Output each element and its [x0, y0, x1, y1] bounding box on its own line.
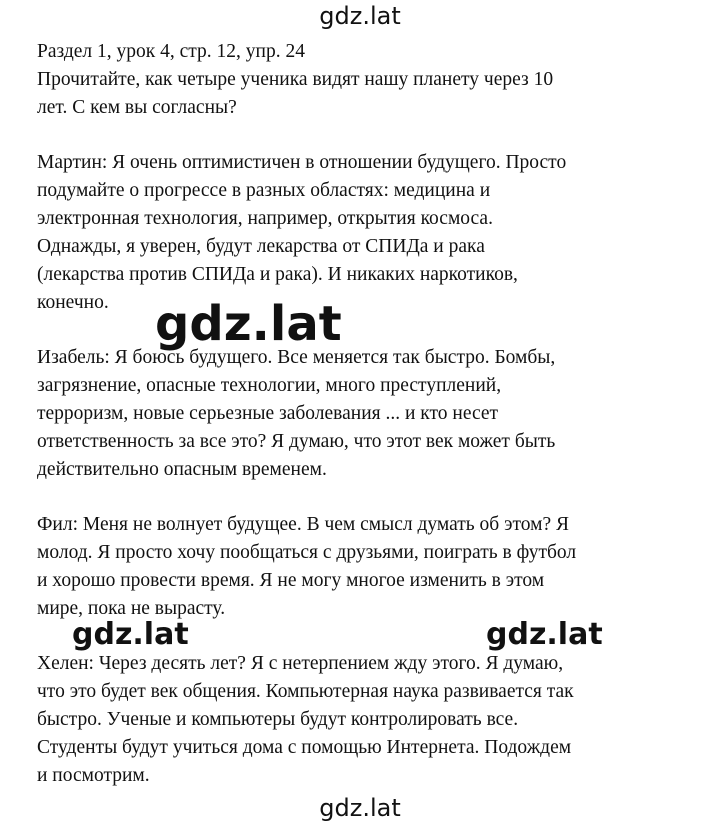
paragraph-phil [37, 511, 657, 623]
text-line: загрязнение, опасные технологии, много преступлений, [37, 375, 502, 396]
text-line: (лекарства против СПИДа и рака). И никаких наркотиков, [37, 264, 518, 285]
text-line: и посмотрим. [37, 765, 150, 786]
watermark-top: gdz.lat [319, 2, 401, 30]
text-line: электронная технология, например, открытия космоса. [37, 208, 493, 229]
paragraph-helen [37, 650, 657, 790]
exercise-reference: Раздел 1, урок 4, стр. 12, упр. 24 [37, 41, 305, 62]
text-line: быстро. Ученые и компьютеры будут контролировать все. [37, 709, 519, 730]
text-line: Мартин: Я очень оптимистичен в отношении будущего. Просто [37, 152, 567, 173]
text-line: конечно. [37, 292, 109, 313]
paragraph-isabel [37, 344, 657, 484]
text-line: что это будет век общения. Компьютерная наука развивается так [37, 681, 574, 702]
text-line: подумайте о прогрессе в разных областях: медицина и [37, 180, 491, 201]
text-line: Фил: Меня не волнует будущее. В чем смысл думать об этом? Я [37, 514, 569, 535]
text-line: ответственность за все это? Я думаю, что этот век может быть [37, 431, 556, 452]
text-line: мире, пока не вырасту. [37, 598, 226, 619]
watermark-mid-right: gdz.lat [486, 617, 603, 652]
watermark-large: gdz.lat [155, 296, 342, 352]
text-line: и хорошо провести время. Я не могу многое изменить в этом [37, 570, 545, 591]
text-line: молод. Я просто хочу пообщаться с друзьями, поиграть в футбол [37, 542, 577, 563]
text-line: Однажды, я уверен, будут лекарства от СПИДа и рака [37, 236, 485, 257]
watermark-mid-left: gdz.lat [72, 617, 189, 652]
exercise-text [37, 38, 657, 790]
text-line: Хелен: Через десять лет? Я с нетерпением жду этого. Я думаю, [37, 653, 564, 674]
text-line: Изабель: Я боюсь будущего. Все меняется так быстро. Бомбы, [37, 347, 556, 368]
text-line: терроризм, новые серьезные заболевания ... и кто несет [37, 403, 499, 424]
exercise-instruction-line-2: лет. С кем вы согласны? [37, 97, 237, 118]
exercise-instruction-line-1: Прочитайте, как четыре ученика видят нашу планету через 10 [37, 69, 554, 90]
paragraph-martin [37, 149, 657, 317]
watermark-bottom: gdz.lat [319, 794, 401, 822]
text-line: действительно опасным временем. [37, 459, 327, 480]
text-line: Студенты будут учиться дома с помощью Интернета. Подождем [37, 737, 572, 758]
